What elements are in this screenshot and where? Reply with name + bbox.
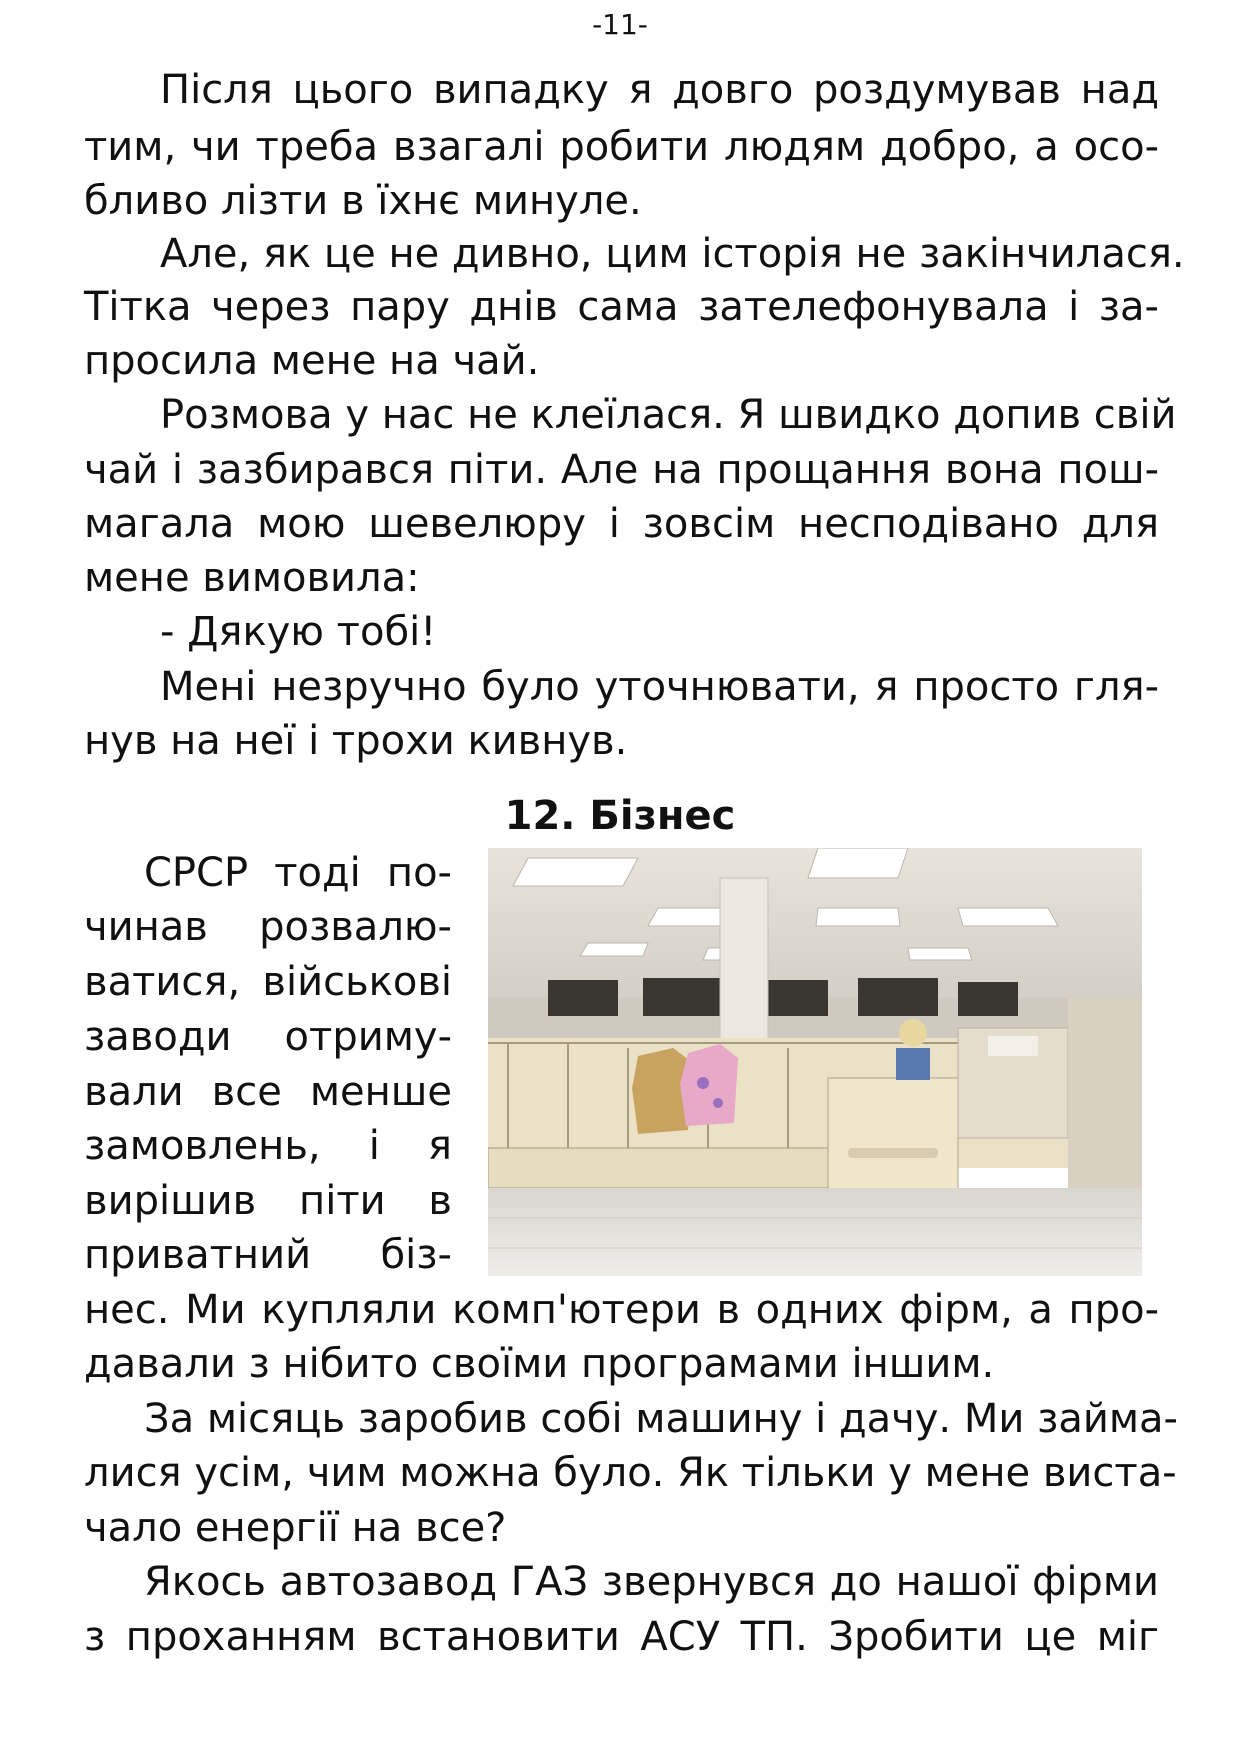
text-line: Розмова у нас не клеїлася. Я швидко допив свій <box>160 392 1177 438</box>
text-line: За місяць заробив собі машину і дачу. Ми займа- <box>144 1396 1178 1442</box>
wrap-text-line: вирішив піти в <box>84 1178 452 1224</box>
text-line: Але, як це не дивно, цим історія не закінчилася. <box>160 231 1185 277</box>
text-line: Якось автозавод ГАЗ звернувся до нашої фірми <box>144 1559 1159 1605</box>
text-line: тим, чи треба взагалі робити людям добро, а осо- <box>84 124 1159 170</box>
text-line: мене вимовила: <box>84 555 420 601</box>
text-line: з проханням встановити АСУ ТП. Зробити це міг <box>84 1614 1159 1660</box>
wrap-text-line: ватися, військові <box>84 959 452 1005</box>
wrap-text-line: приватний біз- <box>84 1232 452 1278</box>
text-line: нув на неї і трохи кивнув. <box>84 718 628 764</box>
text-line: Після цього випадку я довго роздумував над <box>160 67 1159 113</box>
wrap-text-line: чинав розвалю- <box>84 904 452 950</box>
text-line: бливо лізти в їхнє минуле. <box>84 178 642 224</box>
wrap-text-line: замовлень, і я <box>84 1123 452 1169</box>
wrap-text-line: вали все менше <box>84 1069 452 1115</box>
wrap-text-line: СРСР тоді по- <box>144 850 452 896</box>
text-line: Тітка через пару днів сама зателефонувала і за- <box>84 284 1159 330</box>
wrap-text-line: заводи отриму- <box>84 1014 452 1060</box>
text-line: магала мою шевелюру і зовсім несподівано для <box>84 501 1159 547</box>
text-line: лися усім, чим можна було. Як тільки у мене виста- <box>84 1450 1177 1496</box>
text-line: чай і зазбирався піти. Але на прощання вона пош- <box>84 447 1159 493</box>
text-line: нес. Ми купляли комп'ютери в одних фірм, а про- <box>84 1287 1159 1333</box>
page-number: -11- <box>592 8 648 41</box>
text-line: просила мене на чай. <box>84 338 540 384</box>
text-line: Мені незручно було уточнювати, я просто гля- <box>160 664 1159 710</box>
text-line: - Дякую тобі! <box>160 609 437 655</box>
text-line: чало енергії на все? <box>84 1505 507 1551</box>
store-interior-photo <box>488 848 1142 1276</box>
section-heading: 12. Бізнес <box>504 793 736 839</box>
text-line: давали з нібито своїми програмами іншим. <box>84 1341 995 1387</box>
